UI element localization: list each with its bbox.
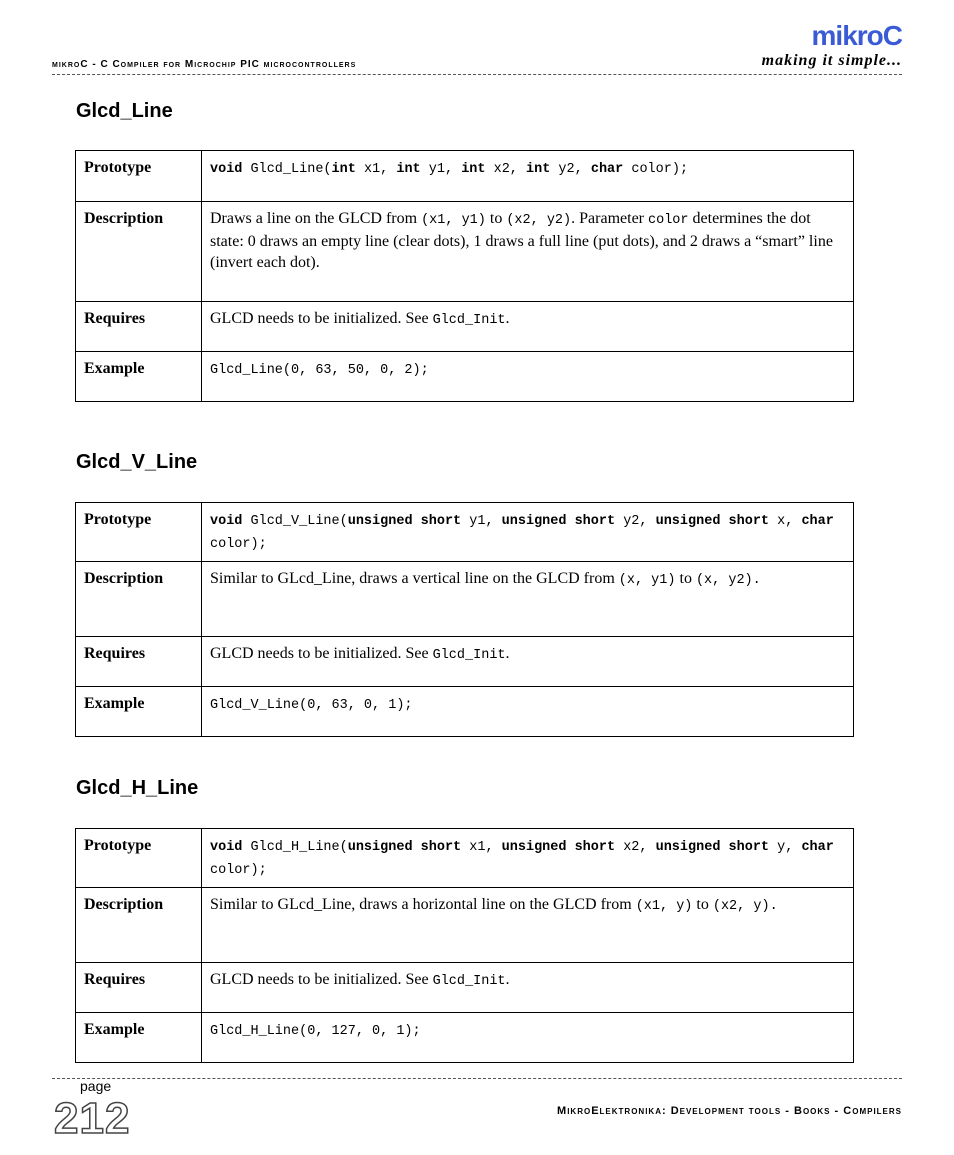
section-title-glcd-v-line: Glcd_V_Line <box>76 451 198 473</box>
label-prototype: Prototype <box>76 151 202 202</box>
requires-cell: GLCD needs to be initialized. See Glcd_Init. <box>202 963 854 1013</box>
example-cell: Glcd_H_Line(0, 127, 0, 1); <box>202 1013 854 1063</box>
label-example: Example <box>76 352 202 402</box>
prototype-cell: void Glcd_Line(int x1, int y1, int x2, int y2, char color); <box>202 151 854 202</box>
header-divider <box>52 74 902 75</box>
page-number: 212 <box>54 1094 131 1143</box>
section-title-glcd-line: Glcd_Line <box>76 100 173 122</box>
header-tagline: making it simple... <box>761 52 902 69</box>
spec-table-glcd-h-line <box>75 828 854 1063</box>
example-cell: Glcd_V_Line(0, 63, 0, 1); <box>202 687 854 737</box>
requires-cell: GLCD needs to be initialized. See Glcd_Init. <box>202 302 854 352</box>
footer-divider <box>52 1078 902 1079</box>
description-cell: Draws a line on the GLCD from (x1, y1) to (x2, y2). Parameter color determines the dot state: 0 draws an empty line (clear dots), 1 draws a full line (put dots), and 2 draws a “smart” line (invert each dot). <box>202 202 854 302</box>
spec-table-glcd-line <box>75 150 854 402</box>
label-prototype: Prototype <box>76 829 202 888</box>
page-label: page <box>80 1078 112 1094</box>
example-cell: Glcd_Line(0, 63, 50, 0, 2); <box>202 352 854 402</box>
label-requires: Requires <box>76 963 202 1013</box>
label-description: Description <box>76 888 202 963</box>
requires-cell: GLCD needs to be initialized. See Glcd_Init. <box>202 637 854 687</box>
footer-publisher: MikroElektronika: Development tools - Books - Compilers <box>557 1105 902 1117</box>
prototype-cell: void Glcd_H_Line(unsigned short x1, unsigned short x2, unsigned short y, char color); <box>202 829 854 888</box>
spec-table-glcd-v-line <box>75 502 854 737</box>
label-requires: Requires <box>76 302 202 352</box>
label-description: Description <box>76 562 202 637</box>
description-cell: Similar to GLcd_Line, draws a horizontal line on the GLCD from (x1, y) to (x2, y). <box>202 888 854 963</box>
label-prototype: Prototype <box>76 503 202 562</box>
mikroc-logo: mikroC <box>811 20 902 51</box>
description-cell: Similar to GLcd_Line, draws a vertical line on the GLCD from (x, y1) to (x, y2). <box>202 562 854 637</box>
prototype-cell: void Glcd_V_Line(unsigned short y1, unsigned short y2, unsigned short x, char color); <box>202 503 854 562</box>
section-title-glcd-h-line: Glcd_H_Line <box>76 777 199 799</box>
label-requires: Requires <box>76 637 202 687</box>
header-title: mikroC - C Compiler for Microchip PIC microcontrollers <box>52 59 357 70</box>
label-example: Example <box>76 1013 202 1063</box>
label-example: Example <box>76 687 202 737</box>
label-description: Description <box>76 202 202 302</box>
